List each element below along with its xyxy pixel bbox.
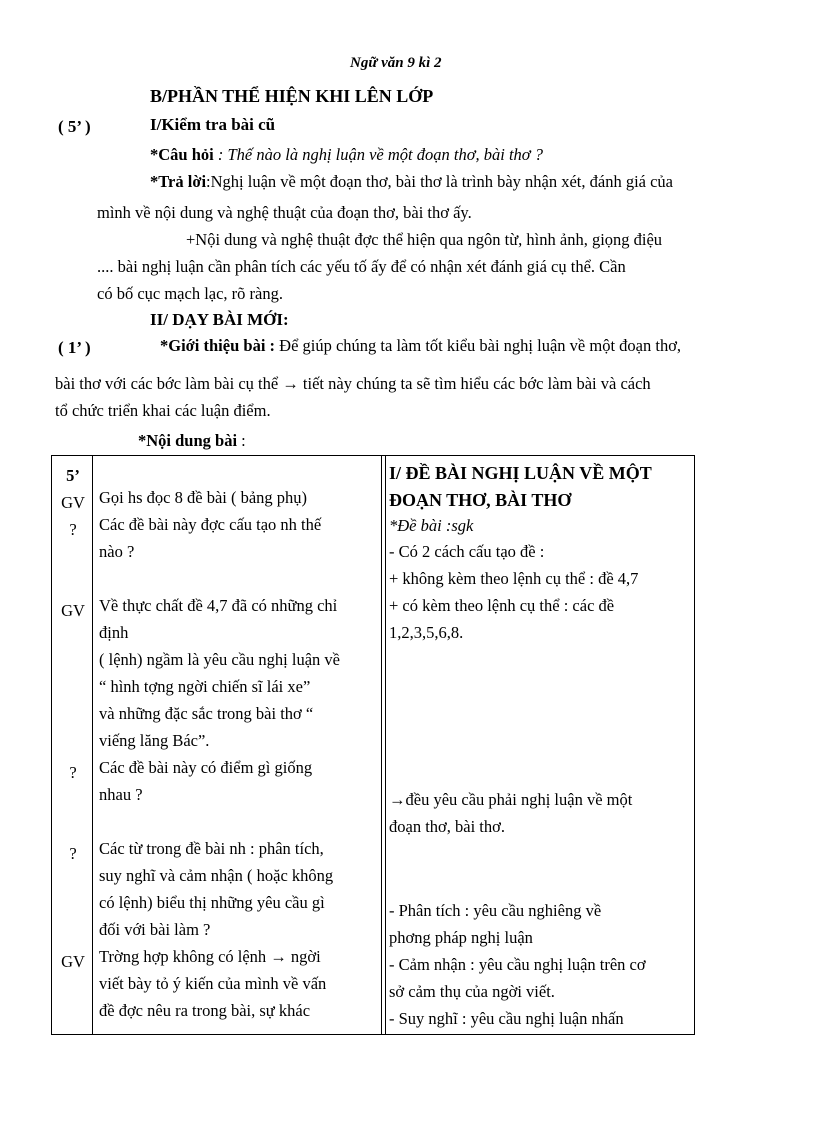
table-teacher-line: nhau ? <box>99 785 143 804</box>
table-content-line: đoạn thơ, bài thơ. <box>389 817 505 836</box>
table-content-line: *Đề bài :sgk <box>389 516 474 535</box>
table-content-line: - Có 2 cách cấu tạo đề : <box>389 542 545 561</box>
table-role-cell: GV <box>61 952 85 971</box>
intro-line-3: tổ chức triển khai các luận điểm. <box>55 401 271 420</box>
table-teacher-line: Gọi hs đọc 8 đề bài ( bảng phụ) <box>99 488 308 507</box>
table-content-line: - Cảm nhận : yêu cầu nghị luận trên cơ <box>389 955 646 974</box>
content-heading <box>138 431 246 451</box>
time-marker-1: ( 5’ ) <box>58 117 91 136</box>
answer-line-4: .... bài nghị luận cần phân tích các yếu tố ấy để có nhận xét đánh giá cụ thể. Cần <box>97 257 626 276</box>
column-divider <box>92 456 93 1034</box>
intro-text-1: Để giúp chúng ta làm tốt kiểu bài nghị luận về một đoạn thơ, <box>279 336 682 355</box>
table-content-line: I/ ĐỀ BÀI NGHỊ LUẬN VỀ MỘT <box>389 463 652 483</box>
section-2-title: II/ DẠY BÀI MỚI: <box>150 310 289 329</box>
table-teacher-line: Về thực chất đề 4,7 đã có những chỉ <box>99 596 338 615</box>
table-teacher-line: Các đề bài này có điểm gì giống <box>99 758 313 777</box>
page-header: Ngữ văn 9 kì 2 <box>350 55 442 71</box>
question-text: : Thế nào là nghị luận về một đoạn thơ, bài thơ ? <box>217 145 543 164</box>
table-teacher-line: “ hình tợng ngời chiến sĩ lái xe” <box>99 677 311 696</box>
table-content-line: sở cảm thụ của ngời viết. <box>389 982 555 1001</box>
answer-line-5: có bố cục mạch lạc, rõ ràng. <box>97 284 283 303</box>
intro-label: *Giới thiệu bài : <box>160 336 276 355</box>
question-line <box>150 145 543 165</box>
table-content-line: ĐOẠN THƠ, BÀI THƠ <box>389 490 572 510</box>
table-teacher-line: Các từ trong đề bài nh : phân tích, <box>99 839 324 858</box>
table-content-line: - Suy nghĩ : yêu cầu nghị luận nhấn <box>389 1009 624 1028</box>
section-b-title: B/PHẦN THỂ HIỆN KHI LÊN LỚP <box>150 86 434 106</box>
table-content-line: phơng pháp nghị luận <box>389 928 533 947</box>
table-teacher-line: Các đề bài này đợc cấu tạo nh thế <box>99 515 322 534</box>
table-role-cell: ? <box>69 763 77 782</box>
question-label: *Câu hỏi <box>150 145 214 164</box>
table-teacher-line: viết bày tỏ ý kiến của mình về vấn <box>99 974 327 993</box>
intro-line-1 <box>160 336 681 356</box>
table-teacher-line: viếng lăng Bác”. <box>99 731 210 750</box>
content-label: *Nội dung bài <box>138 431 238 450</box>
table-content-line: 1,2,3,5,6,8. <box>389 623 464 642</box>
table-teacher-line: đối với bài làm ? <box>99 920 211 939</box>
table-role-cell: ? <box>69 844 77 863</box>
table-teacher-line: suy nghĩ và cảm nhận ( hoặc không <box>99 866 334 885</box>
answer-text: :Nghị luận về một đoạn thơ, bài thơ là trình bày nhận xét, đánh giá của <box>206 172 674 191</box>
answer-line-3: +Nội dung và nghệ thuật đợc thể hiện qua ngôn từ, hình ảnh, giọng điệu <box>186 230 663 249</box>
table-content-line: + có kèm theo lệnh cụ thể : các đề <box>389 596 615 615</box>
answer-label: *Trả lời <box>150 172 207 191</box>
column-divider <box>385 456 386 1034</box>
intro-line-2: bài thơ với các bớc làm bài cụ thể → tiết này chúng ta sẽ tìm hiểu các bớc làm bài và cách <box>55 374 651 393</box>
table-teacher-line: và những đặc sắc trong bài thơ “ <box>99 704 314 723</box>
table-teacher-line: có lệnh) biểu thị những yêu cầu gì <box>99 893 325 912</box>
table-teacher-line: nào ? <box>99 542 135 561</box>
table-teacher-line: ( lệnh) ngầm là yêu cầu nghị luận về <box>99 650 340 669</box>
lesson-table <box>51 455 695 1035</box>
table-content-line: - Phân tích : yêu cầu nghiêng về <box>389 901 602 920</box>
table-role-cell: 5’ <box>66 466 80 485</box>
answer-line <box>150 172 758 192</box>
table-teacher-line: định <box>99 623 129 642</box>
table-role-cell: GV <box>61 601 85 620</box>
table-role-cell: GV <box>61 493 85 512</box>
table-content-line: →đều yêu cầu phải nghị luận về một <box>389 790 633 809</box>
time-marker-2: ( 1’ ) <box>58 338 91 357</box>
answer-line-2: mình về nội dung và nghệ thuật của đoạn thơ, bài thơ ấy. <box>97 203 472 222</box>
column-divider <box>381 456 382 1034</box>
table-teacher-line: Trờng hợp không có lệnh → ngời <box>99 947 321 966</box>
table-content-line: + không kèm theo lệnh cụ thể : đề 4,7 <box>389 569 639 588</box>
section-1-title: I/Kiểm tra bài cũ <box>150 115 276 134</box>
content-colon: : <box>241 431 246 450</box>
table-role-cell: ? <box>69 520 77 539</box>
table-teacher-line: đề đợc nêu ra trong bài, sự khác <box>99 1001 311 1020</box>
